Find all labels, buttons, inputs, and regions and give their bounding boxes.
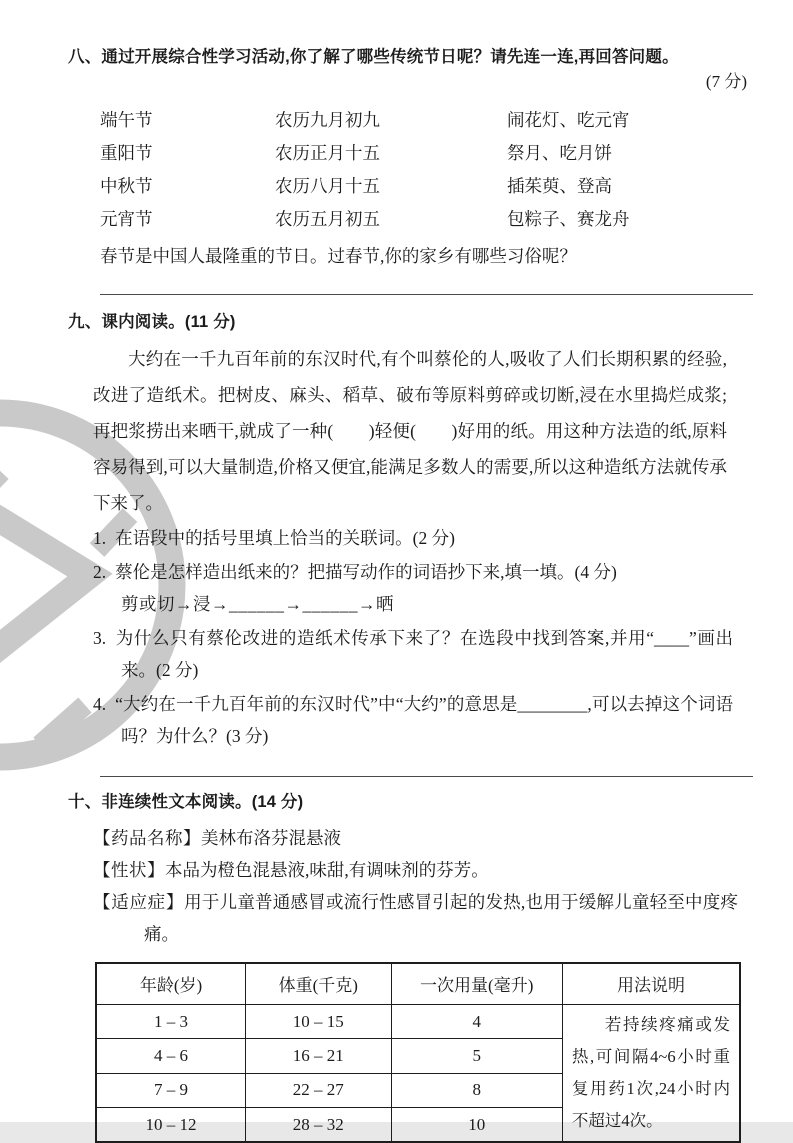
- drug-field-label: 【性状】: [93, 860, 165, 880]
- question-4: [93, 688, 733, 753]
- weight-cell: 22 – 27: [246, 1073, 392, 1107]
- age-cell: 1 – 3: [96, 1005, 246, 1039]
- question-3: [93, 622, 733, 687]
- question-text: 蔡伦是怎样造出纸来的？把描写动作的词语抄下来,填一填。(4 分): [115, 562, 617, 582]
- drug-name-line: [93, 822, 738, 854]
- drug-information: [93, 822, 753, 950]
- festival-matching-exercise: [100, 104, 753, 236]
- question-number: 4.: [93, 694, 115, 714]
- dose-cell: 10: [391, 1108, 562, 1142]
- section-8: [68, 44, 753, 295]
- drug-character-line: [93, 854, 738, 886]
- festival-date: 农历正月十五: [275, 137, 507, 170]
- answer-line: [100, 759, 753, 777]
- festival-custom: 包粽子、赛龙舟: [507, 203, 753, 236]
- section-10: [68, 789, 753, 1143]
- festival-custom: 插茱萸、登高: [507, 170, 753, 203]
- question-2: [93, 556, 733, 589]
- question-text: 在语段中的括号里填上恰当的关联词。(2 分): [115, 528, 455, 548]
- festival-custom: 祭月、吃月饼: [507, 137, 753, 170]
- section-8-points: (7 分): [68, 70, 753, 94]
- column-header-weight: 体重(千克): [246, 963, 392, 1005]
- dose-cell: 8: [391, 1073, 562, 1107]
- festival-date: 农历九月初九: [275, 104, 507, 137]
- age-cell: 4 – 6: [96, 1039, 246, 1073]
- column-header-usage: 用法说明: [562, 963, 740, 1005]
- section-10-heading: 十、非连续性文本阅读。(14 分): [68, 789, 753, 815]
- drug-field-label: 【适应症】: [93, 892, 184, 912]
- drug-field-label: 【药品名称】: [93, 828, 201, 848]
- table-header-row: [96, 963, 740, 1005]
- age-cell: 7 – 9: [96, 1073, 246, 1107]
- usage-note-text: 若持续疼痛或发热,可间隔4~6小时重复用药1次,24小时内不超过4次。: [572, 1009, 730, 1137]
- weight-cell: 10 – 15: [246, 1005, 392, 1039]
- festival-date: 农历五月初五: [275, 203, 507, 236]
- spring-festival-question: 春节是中国人最隆重的节日。过春节,你的家乡有哪些习俗呢？: [100, 241, 753, 271]
- usage-note-cell: [562, 1005, 740, 1143]
- section-9-heading: 九、课内阅读。(11 分): [68, 309, 753, 335]
- dose-cell: 5: [391, 1039, 562, 1073]
- table-row: [96, 1005, 740, 1039]
- dosage-table: [95, 962, 741, 1143]
- question-number: 2.: [93, 562, 115, 582]
- section-8-heading: 八、通过开展综合性学习活动,你了解了哪些传统节日呢？请先连一连,再回答问题。: [68, 44, 753, 70]
- question-2-fill-blanks: 剪或切→浸→______→______→晒: [121, 588, 753, 621]
- question-text: 为什么只有蔡伦改进的造纸术传承下来了？在选段中找到答案,并用“____”画出来。(2 分): [115, 628, 733, 681]
- festival-name: 重阳节: [100, 137, 275, 170]
- drug-field-value: 用于儿童普通感冒或流行性感冒引起的发热,也用于缓解儿童轻至中度疼痛。: [144, 892, 738, 944]
- drug-field-value: 美林布洛芬混悬液: [201, 828, 341, 848]
- festival-custom: 闹花灯、吃元宵: [507, 104, 753, 137]
- age-cell: 10 – 12: [96, 1108, 246, 1142]
- dose-cell: 4: [391, 1005, 562, 1039]
- weight-cell: 28 – 32: [246, 1108, 392, 1142]
- question-number: 1.: [93, 528, 115, 548]
- answer-line: [100, 277, 753, 295]
- weight-cell: 16 – 21: [246, 1039, 392, 1073]
- column-header-dose: 一次用量(毫升): [391, 963, 562, 1005]
- question-text: “大约在一千九百年前的东汉时代”中“大约”的意思是________,可以去掉这个词语吗？为什么？(3 分): [115, 694, 733, 747]
- drug-indication-line: [93, 886, 738, 950]
- question-1: [93, 522, 733, 555]
- column-header-age: 年龄(岁): [96, 963, 246, 1005]
- festival-name: 端午节: [100, 104, 275, 137]
- reading-passage: 大约在一千九百年前的东汉时代,有个叫蔡伦的人,吸收了人们长期积累的经验,改进了造纸术。把树皮、麻头、稻草、破布等原料剪碎或切断,浸在水里捣烂成浆;再把浆捞出来晒干,就成了一种( )轻便( )好用的纸。用这种方法造的纸,原料容易得到,可以大量制造,价格又便宜,能满足多数人的需要,所以这种造纸方法就传承下来了。: [93, 341, 727, 521]
- festival-name: 元宵节: [100, 203, 275, 236]
- section-9: [68, 309, 753, 777]
- drug-field-value: 本品为橙色混悬液,味甜,有调味剂的芬芳。: [165, 860, 489, 880]
- question-number: 3.: [93, 628, 115, 648]
- festival-date: 农历八月十五: [275, 170, 507, 203]
- festival-name: 中秋节: [100, 170, 275, 203]
